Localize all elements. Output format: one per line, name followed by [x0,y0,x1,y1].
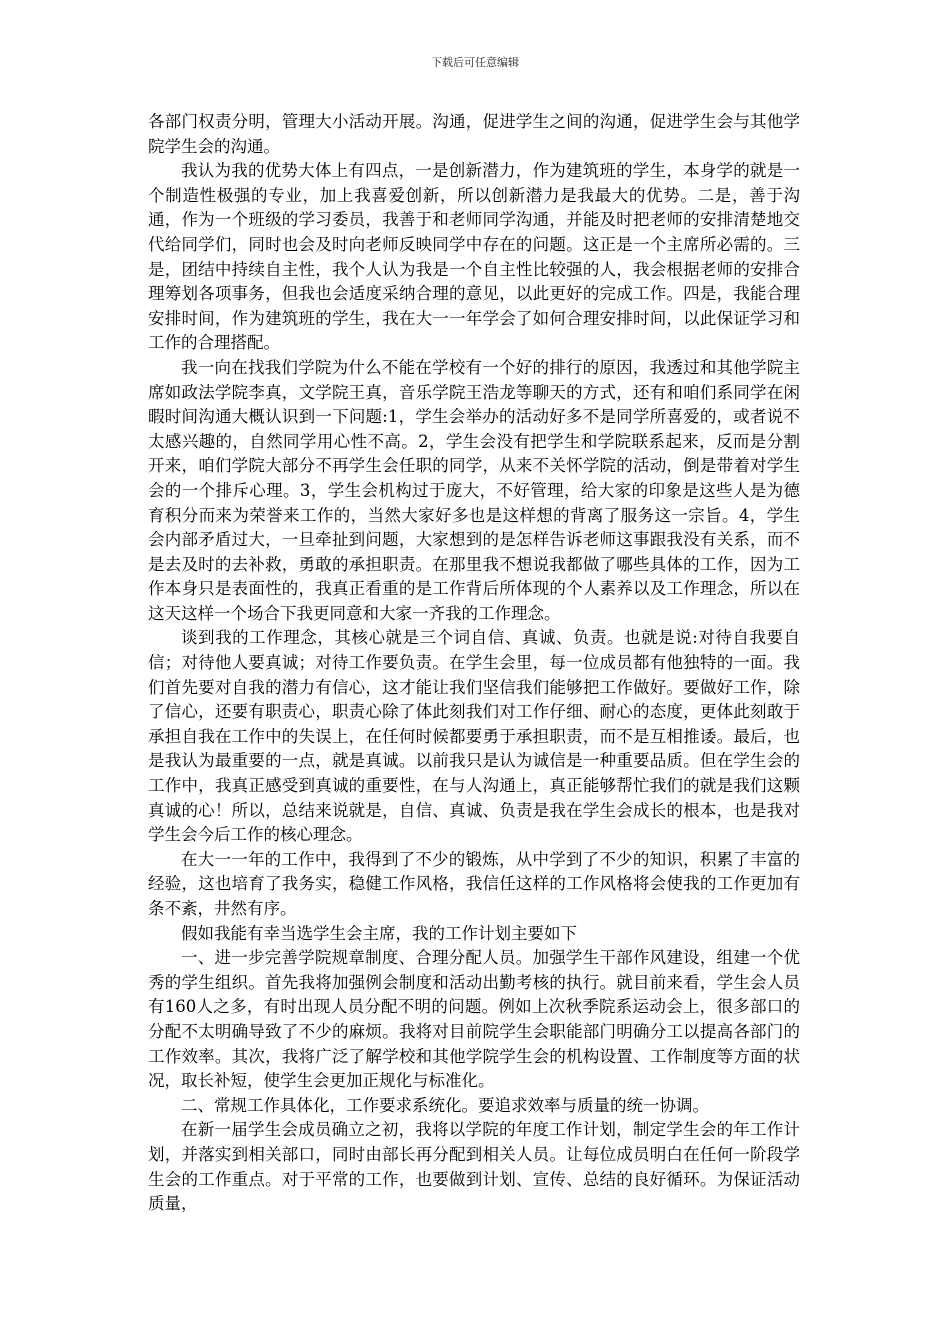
paragraph-2: 我认为我的优势大体上有四点，一是创新潜力，作为建筑班的学生，本身学的就是一个制造性极强的专业，加上我喜爱创新，所以创新潜力是我最大的优势。二是，善于沟通，作为一个班级的学习委员，我善于和老师同学沟通，并能及时把老师的安排清楚地交代给同学们，同时也会及时向老师反映同学中存在的问题。这正是一个主席所必需的。三是，团结中持续自主性，我个人认为我是一个自主性比较强的人，我会根据老师的安排合理筹划各项事务，但我也会适度采纳合理的意见，以此更好的完成工作。四是，我能合理安排时间，作为建筑班的学生，我在大一一年学会了如何合理安排时间，以此保证学习和工作的合理搭配。 [148,161,800,353]
document-body [148,110,800,1217]
paragraph-7: 一、进一步完善学院规章制度、合理分配人员。加强学生干部作风建设，组建一个优秀的学生组织。首先我将加强例会制度和活动出勤考核的执行。就目前来看，学生会人员有160人之多，有时出现人员分配不明的问题。例如上次秋季院系运动会上，很多部口的分配不太明确导致了不少的麻烦。我将对目前院学生会职能部门明确分工以提高各部门的工作效率。其次，我将广泛了解学校和其他学院学生会的机构设置、工作制度等方面的状况，取长补短，使学生会更加正规化与标准化。 [148,948,800,1091]
paragraph-5: 在大一一年的工作中，我得到了不少的锻炼，从中学到了不少的知识，积累了丰富的经验，这也培育了我务实，稳健工作风格，我信任这样的工作风格将会使我的工作更加有条不紊，井然有序。 [148,849,800,918]
paragraph-4: 谈到我的工作理念，其核心就是三个词自信、真诚、负责。也就是说:对待自我要自信；对待他人要真诚；对待工作要负责。在学生会里，每一位成员都有他独特的一面。我们首先要对自我的潜力有信心，这才能让我们坚信我们能够把工作做好。要做好工作，除了信心，还要有职责心，职责心除了体此刻我们对工作仔细、耐心的态度，更体此刻敢于承担自我在工作中的失误上，在任何时候都要勇于承担职责，而不是互相推诿。最后，也是我认为最重要的一点，就是真诚。以前我只是认为诚信是一种重要品质。但在学生会的工作中，我真正感受到真诚的重要性，在与人沟通上，真正能够帮忙我们的就是我们这颗真诚的心！所以，总结来说就是，自信、真诚、负责是我在学生会成长的根本，也是我对学生会今后工作的核心理念。 [148,628,800,845]
page-header: 下载后可任意编辑 [431,56,519,69]
paragraph-6: 假如我能有幸当选学生会主席，我的工作计划主要如下 [181,923,577,943]
paragraph-3: 我一向在找我们学院为什么不能在学校有一个好的排行的原因，我透过和其他学院主席如政法学院李真，文学院王真，音乐学院王浩龙等聊天的方式，还有和咱们系同学在闲暇时间沟通大概认识到一下问题:1，学生会举办的活动好多不是同学所喜爱的，或者说不太感兴趣的，自然同学用心性不高。2，学生会没有把学生和学院联系起来，反而是分割开来，咱们学院大部分不再学生会任职的同学，从来不关怀学院的活动，倒是带着对学生会的一个排斥心理。3，学生会机构过于庞大，不好管理，给大家的印象是这些人是为德育积分而来为荣誉来工作的，当然大家好多也是这样想的背离了服务这一宗旨。4，学生会内部矛盾过大，一旦牵扯到问题，大家想到的是怎样告诉老师这事跟我没有关系，而不是去及时的去补救，勇敢的承担职责。在那里我不想说我都做了哪些具体的工作，因为工作本身只是表面性的，我真正看重的是工作背后所体现的个人素养以及工作理念，所以在这天这样一个场合下我更同意和大家一齐我的工作理念。 [148,357,800,623]
paragraph-8: 二、常规工作具体化，工作要求系统化。要追求效率与质量的统一协调。 [181,1095,709,1115]
paragraph-9: 在新一届学生会成员确立之初，我将以学院的年度工作计划，制定学生会的年工作计划，并落实到相关部口，同时由部长再分配到相关人员。让每位成员明白在任何一阶段学生会的工作重点。对于平常的工作，也要做到计划、宣传、总结的良好循环。为保证活动质量， [148,1120,800,1214]
paragraph-1: 各部门权责分明，管理大小活动开展。沟通，促进学生之间的沟通，促进学生会与其他学院学生会的沟通。 [148,112,800,156]
